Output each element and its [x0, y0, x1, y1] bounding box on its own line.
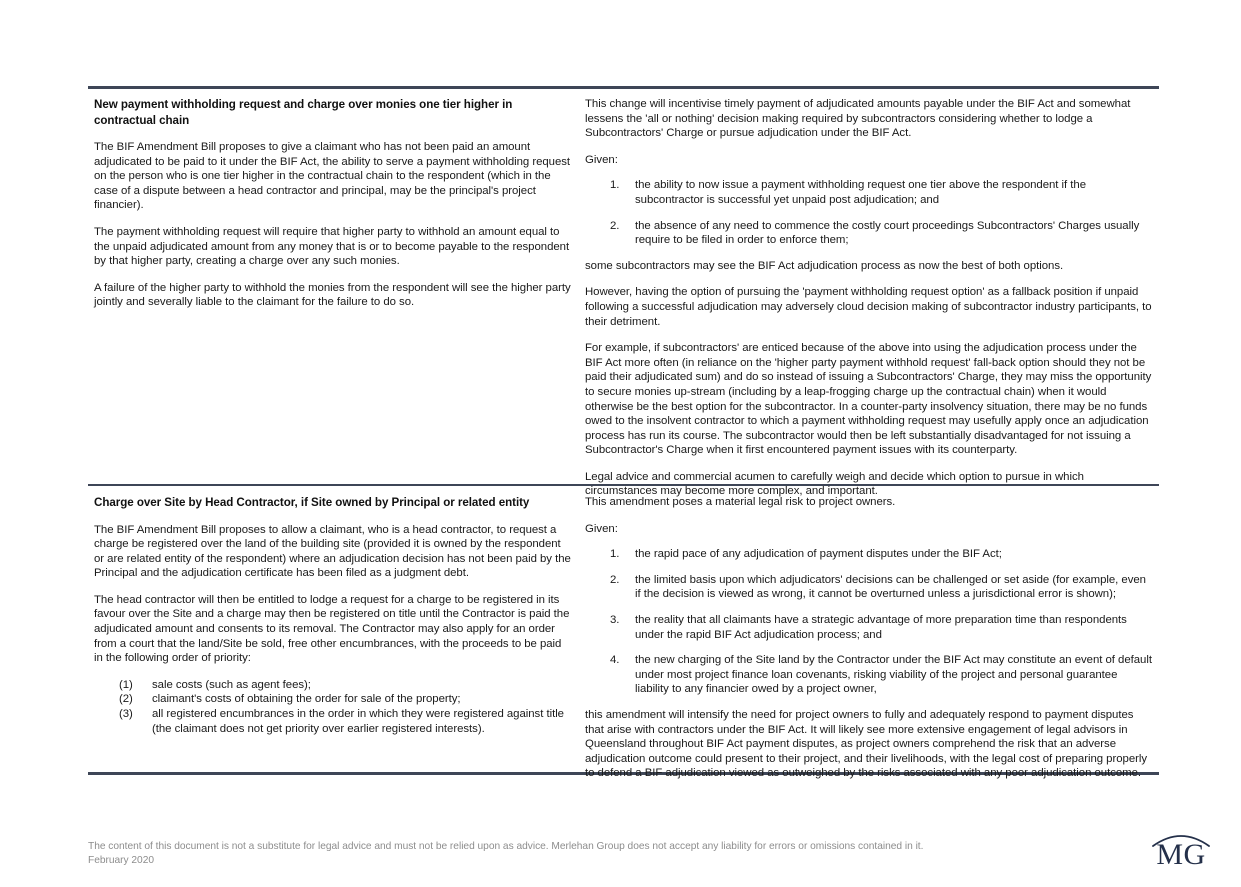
list-item-text: sale costs (such as agent fees); — [152, 678, 311, 691]
list-item-text: the absence of any need to commence the costly court proceedings Subcontractors' Charges usually require to be filed in order to enforce them; — [635, 219, 1140, 247]
list-item — [585, 178, 1153, 207]
section-1-right-paragraph-1: However, having the option of pursuing the 'payment withholding request option' as a fallback position if unpaid following a successful adjudication may adversely cloud decision making of subcontractor industry participants, to their detriment. — [585, 286, 1152, 328]
section-2-left-paragraph-2: The head contractor will then be entitled to lodge a request for a charge to be registered in its favour over the Site and a charge may then be registered on title until the Contractor is paid the adjudicated amount and consents to its removal. The Contractor may also apply for an order from a court that the land/Site be sold, free other encumbrances, with the proceeds to be paid in the following order of priority: — [94, 593, 570, 665]
footer-disclaimer: The content of this document is not a substitute for legal advice and must not be relied upon as advice. Merlehan Group does not accept any liability for errors or omissions contained in it. — [88, 841, 924, 852]
footer-date: February 2020 — [88, 854, 154, 866]
list-item-text: the rapid pace of any adjudication of payment disputes under the BIF Act; — [635, 548, 1002, 561]
list-item-text: the reality that all claimants have a strategic advantage of more preparation time than respondents under the rapid BIF Act adjudication process; and — [635, 613, 1127, 641]
list-marker: 1. — [610, 548, 620, 561]
section-1-after-list: some subcontractors may see the BIF Act adjudication process as now the best of both options. — [585, 259, 1064, 272]
section-2-given-label: Given: — [585, 522, 618, 535]
section-1-left-paragraph-1: The BIF Amendment Bill proposes to give a claimant who has not been paid an amount adjudicated to be paid to it under the BIF Act, the ability to serve a payment withholding request on the person who is one tier higher in the contractual chain to the respondent (which in the case of a dispute between a head contractor and principal, may be the principal's project financier). — [94, 141, 571, 212]
list-marker: 3. — [610, 613, 620, 626]
section-1-heading: New payment withholding request and charge over monies one tier higher in contractual chain — [94, 98, 513, 127]
list-item-text: the limited basis upon which adjudicators' decisions can be challenged or set aside (for example, even if the decision is viewed as wrong, it cannot be overturned unless a jurisdictional error is shown); — [635, 573, 1146, 601]
logo-text: MG — [1156, 838, 1206, 871]
list-marker: 2. — [610, 573, 620, 586]
section-2-right-column — [585, 495, 1153, 781]
list-marker: (2) — [119, 693, 133, 706]
section-2-left-column — [94, 495, 571, 736]
section-1-right-intro: This change will incentivise timely payment of adjudicated amounts payable under the BIF Act and somewhat lessens the 'all or nothing' decision making required by subcontractors considering whether to lodge a Subcontractors' Charge or pursue adjudication under the BIF Act. — [585, 98, 1131, 140]
list-marker: 1. — [610, 179, 620, 192]
section-1-given-label: Given: — [585, 153, 618, 166]
list-marker: 4. — [610, 654, 620, 667]
section-1-right-paragraph-2: For example, if subcontractors' are enticed because of the above into using the adjudication process under the BIF Act more often (in reliance on the 'higher party payment withhold request' fall-back option should they not be paid their adjudicated sum) and do so instead of issuing a Subcontractors' Charge, they may miss the opportunity to secure monies up-stream (including by a leap-frogging charge up the contractual chain) when it would otherwise be the best option for the subcontractor. In a counter-party insolvency situation, there may be no funds owed to the insolvent contractor to which a payment withholding request may usefully apply once an adjudication process has run its course. The subcontractor would then be left substantially disadvantaged for not issuing a Subcontractor's Charge when it first encountered payment issues with its counterparty. — [585, 342, 1152, 457]
footer-disclaimer-block — [88, 840, 988, 867]
list-marker: 2. — [610, 219, 620, 232]
list-item — [94, 707, 571, 736]
list-item — [585, 547, 1153, 562]
section-2-left-paragraph-1: The BIF Amendment Bill proposes to allow a claimant, who is a head contractor, to request a charge be registered over the land of the building site (provided it is owned by the respondent or are related entity of the respondent) where an adjudication decision has not been paid by the Principal and the adjudication certificate has been filed as a judgment debt. — [94, 523, 571, 580]
section-2-after-list: this amendment will intensify the need for project owners to fully and adequately respond to payment disputes that arise with contractors under the BIF Act. It will likely see more extensive engagement of legal advisors in Queensland throughout BIF Act payment disputes, as project owners comprehend the risk that an adverse adjudication outcome could present to their project, and their livelihoods, with the legal cost of preparing properly to defend a BIF adjudication viewed as outweighed by the risks associated with any poor adjudication outcome. — [585, 708, 1148, 780]
section-divider-top — [88, 86, 1159, 89]
list-item — [94, 692, 571, 707]
section-1-numbered-list — [585, 178, 1153, 247]
list-item — [94, 678, 571, 693]
list-item-text: the new charging of the Site land by the Contractor under the BIF Act may constitute an event of default under most project finance loan covenants, risking viability of the project and personal guarantee liability to any financier owed by a project owner, — [635, 654, 1152, 696]
list-item — [585, 653, 1153, 697]
list-item-text: claimant's costs of obtaining the order for sale of the property; — [152, 693, 461, 706]
section-2-right-intro: This amendment poses a material legal risk to project owners. — [585, 496, 896, 508]
section-1-right-column — [585, 97, 1153, 499]
section-1-left-column — [94, 97, 571, 310]
section-1-right-paragraph-3: Legal advice and commercial acumen to carefully weigh and decide which option to pursue in which circumstances may become more complex, and important. — [585, 470, 1084, 498]
section-1-left-paragraph-2: The payment withholding request will require that higher party to withhold an amount equal to the unpaid adjudicated amount from any money that is or to become payable to the respondent by that higher party, creating a charge over any such monies. — [94, 225, 570, 268]
list-item — [585, 613, 1153, 642]
section-2-priority-list — [94, 678, 571, 736]
section-2-heading: Charge over Site by Head Contractor, if Site owned by Principal or related entity — [94, 496, 530, 509]
section-1-left-paragraph-3: A failure of the higher party to withhold the monies from the respondent will see the higher party jointly and severally liable to the claimant for the failure to do so. — [94, 281, 571, 309]
merlehan-group-logo — [1148, 828, 1214, 874]
section-2-numbered-list — [585, 547, 1153, 697]
list-item-text: the ability to now issue a payment withholding request one tier above the respondent if the subcontractor is successful yet unpaid post adjudication; and — [635, 179, 1087, 206]
list-item — [585, 219, 1153, 248]
list-item — [585, 573, 1153, 602]
list-item-text: all registered encumbrances in the order in which they were registered against title (the claimant does not get priority over earlier registered interests). — [152, 708, 564, 735]
list-marker: (1) — [119, 678, 133, 691]
list-marker: (3) — [119, 708, 133, 721]
